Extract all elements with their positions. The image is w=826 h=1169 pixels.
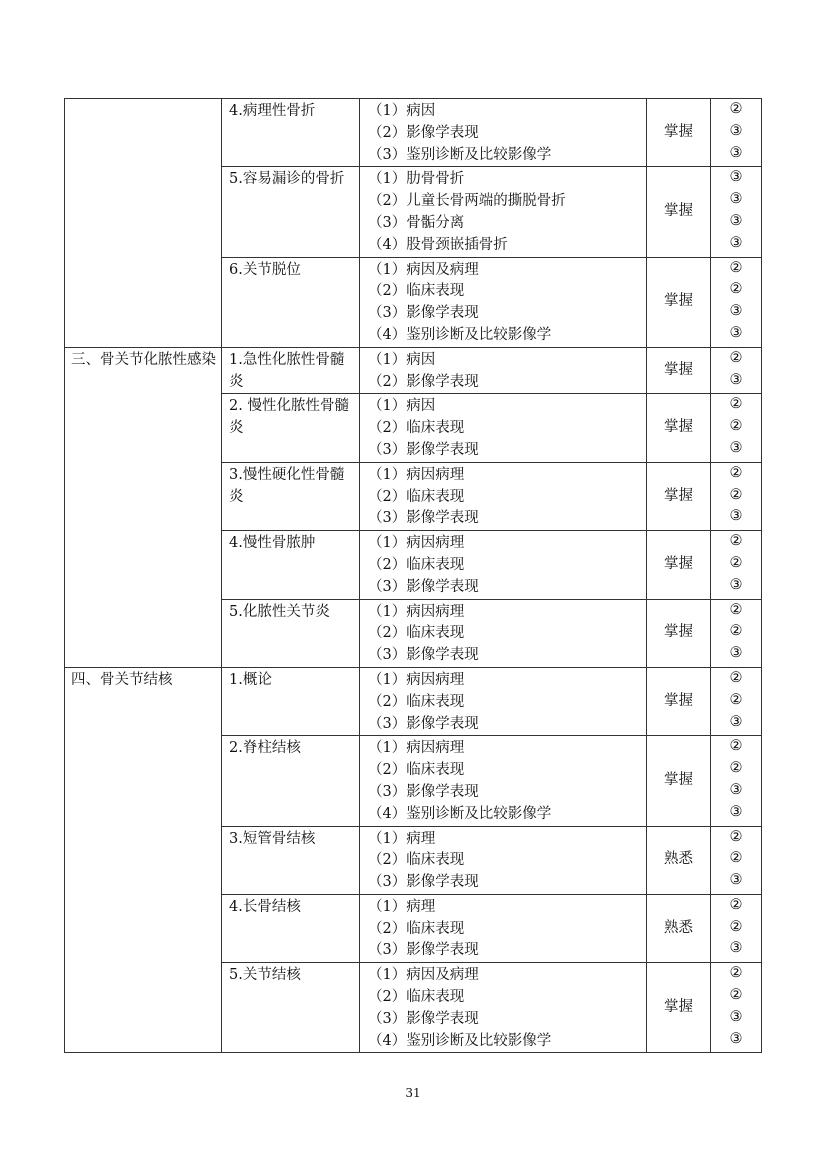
level-mark: ② [729,281,743,298]
knowledge-point: （2）临床表现 [368,762,465,779]
level-mark: ② [729,760,743,777]
knowledge-point: （2）临床表现 [368,420,465,437]
knowledge-points-cell [360,462,647,530]
level-cell [711,394,762,462]
topic-title-cell: 1.急性化脓性骨髓炎 [222,347,360,394]
knowledge-point: （2）临床表现 [368,283,465,300]
knowledge-point: （2）影像学表现 [368,124,479,141]
level-cell [711,599,762,667]
knowledge-point: （4）鉴别诊断及比较影像学 [368,1032,552,1049]
knowledge-point: （3）鉴别诊断及比较影像学 [368,146,552,163]
requirement-cell: 掌握 [647,99,711,167]
level-cell [711,347,762,394]
level-mark: ③ [729,439,743,456]
level-mark: ② [729,896,743,913]
knowledge-point: （2）临床表现 [368,693,465,710]
level-cell [711,99,762,167]
topic-title-cell: 4.长骨结核 [222,894,360,962]
level-mark: ③ [729,1030,743,1047]
level-mark: ② [729,828,743,845]
topic-title-cell: 5.容易漏诊的骨折 [222,167,360,257]
page-number: 31 [405,1086,421,1100]
knowledge-points-cell [360,894,647,962]
knowledge-point: （3）影像学表现 [368,783,479,800]
topic-title-cell: 3.慢性硬化性骨髓炎 [222,462,360,530]
level-mark: ③ [729,940,743,957]
knowledge-point: （2）临床表现 [368,488,465,505]
knowledge-point: （3）影像学表现 [368,874,479,891]
level-cell [711,894,762,962]
unit-title-cell: 三、骨关节化脓性感染 [65,347,222,667]
knowledge-point: （1）病因及病理 [368,261,479,278]
knowledge-point: （3）影像学表现 [368,942,479,959]
knowledge-points-cell [360,167,647,257]
level-mark: ② [729,850,743,867]
level-mark: ③ [729,576,743,593]
level-mark: ② [729,987,743,1004]
level-cell [711,257,762,347]
table-row [65,667,762,735]
level-mark: ③ [729,713,743,730]
knowledge-point: （3）影像学表现 [368,510,479,527]
knowledge-point: （1）病因病理 [368,671,465,688]
level-mark: ③ [729,324,743,341]
level-mark: ③ [729,1008,743,1025]
knowledge-point: （2）临床表现 [368,556,465,573]
level-mark: ③ [729,508,743,525]
unit-title-cell [65,99,222,348]
level-mark: ② [729,464,743,481]
knowledge-points-cell [360,394,647,462]
topic-title-cell: 5.关节结核 [222,963,360,1053]
knowledge-point: （1）病因病理 [368,740,465,757]
requirement-cell: 掌握 [647,963,711,1053]
level-mark: ③ [729,872,743,889]
knowledge-point: （1）病理 [368,898,436,915]
level-mark: ② [729,533,743,550]
requirement-cell: 掌握 [647,394,711,462]
level-mark: ③ [729,371,743,388]
knowledge-points-cell [360,531,647,599]
topic-title-cell: 5.化脓性关节炎 [222,599,360,667]
knowledge-point: （4）鉴别诊断及比较影像学 [368,805,552,822]
knowledge-points-cell [360,826,647,894]
knowledge-point: （2）儿童长骨两端的撕脱骨折 [368,193,566,210]
knowledge-point: （2）临床表现 [368,920,465,937]
level-mark: ② [729,691,743,708]
level-cell [711,167,762,257]
topic-title-cell: 2. 慢性化脓性骨髓炎 [222,394,360,462]
level-mark: ③ [729,234,743,251]
knowledge-point: （1）病因 [368,398,436,415]
level-mark: ③ [729,803,743,820]
knowledge-point: （3）影像学表现 [368,441,479,458]
knowledge-point: （1）病因 [368,351,436,368]
table-row [65,347,762,394]
requirement-cell: 掌握 [647,347,711,394]
level-mark: ② [729,623,743,640]
knowledge-point: （4）股骨颈嵌插骨折 [368,236,508,253]
requirement-cell: 掌握 [647,736,711,826]
knowledge-point: （3）影像学表现 [368,578,479,595]
knowledge-point: （3）骨骺分离 [368,214,465,231]
requirement-cell: 熟悉 [647,894,711,962]
requirement-cell: 掌握 [647,667,711,735]
level-mark: ② [729,396,743,413]
level-mark: ② [729,486,743,503]
knowledge-point: （3）影像学表现 [368,715,479,732]
level-mark: ② [729,738,743,755]
level-cell [711,963,762,1053]
level-cell [711,736,762,826]
knowledge-points-cell [360,736,647,826]
knowledge-point: （1）病因病理 [368,535,465,552]
level-mark: ③ [729,169,743,186]
topic-title-cell: 1.概论 [222,667,360,735]
requirement-cell: 掌握 [647,599,711,667]
topic-title-cell: 4.慢性骨脓肿 [222,531,360,599]
knowledge-points-cell [360,667,647,735]
level-mark: ② [729,349,743,366]
level-mark: ② [729,418,743,435]
level-cell [711,531,762,599]
requirement-cell: 掌握 [647,167,711,257]
level-cell [711,462,762,530]
knowledge-points-cell [360,257,647,347]
knowledge-point: （1）病因及病理 [368,967,479,984]
knowledge-point: （2）临床表现 [368,852,465,869]
knowledge-point: （3）影像学表现 [368,647,479,664]
knowledge-point: （1）病因病理 [368,466,465,483]
level-mark: ② [729,965,743,982]
knowledge-point: （4）鉴别诊断及比较影像学 [368,326,552,343]
unit-title-cell: 四、骨关节结核 [65,667,222,1053]
topic-title-cell: 6.关节脱位 [222,257,360,347]
knowledge-point: （1）病因病理 [368,603,465,620]
knowledge-points-cell [360,599,647,667]
level-mark: ③ [729,122,743,139]
knowledge-point: （1）肋骨骨折 [368,171,465,188]
level-mark: ③ [729,303,743,320]
knowledge-points-cell [360,347,647,394]
requirement-cell: 掌握 [647,531,711,599]
level-mark: ② [729,601,743,618]
level-cell [711,826,762,894]
table-row [65,99,762,167]
level-mark: ② [729,554,743,571]
knowledge-points-cell [360,963,647,1053]
topic-title-cell: 3.短管骨结核 [222,826,360,894]
level-mark: ② [729,101,743,117]
level-mark: ③ [729,191,743,208]
requirement-cell: 熟悉 [647,826,711,894]
syllabus-table [64,98,762,1053]
level-mark: ② [729,669,743,686]
knowledge-point: （2）影像学表现 [368,373,479,390]
knowledge-points-cell [360,99,647,167]
level-mark: ③ [729,144,743,161]
knowledge-point: （2）临床表现 [368,625,465,642]
topic-title-cell: 2.脊柱结核 [222,736,360,826]
level-cell [711,667,762,735]
level-mark: ② [729,259,743,276]
knowledge-point: （2）临床表现 [368,989,465,1006]
requirement-cell: 掌握 [647,257,711,347]
topic-title-cell: 4.病理性骨折 [222,99,360,167]
level-mark: ③ [729,645,743,662]
level-mark: ③ [729,212,743,229]
knowledge-point: （3）影像学表现 [368,305,479,322]
knowledge-point: （3）影像学表现 [368,1010,479,1027]
knowledge-point: （1）病理 [368,830,436,847]
level-mark: ② [729,918,743,935]
requirement-cell: 掌握 [647,462,711,530]
level-mark: ③ [729,781,743,798]
knowledge-point: （1）病因 [368,103,436,119]
